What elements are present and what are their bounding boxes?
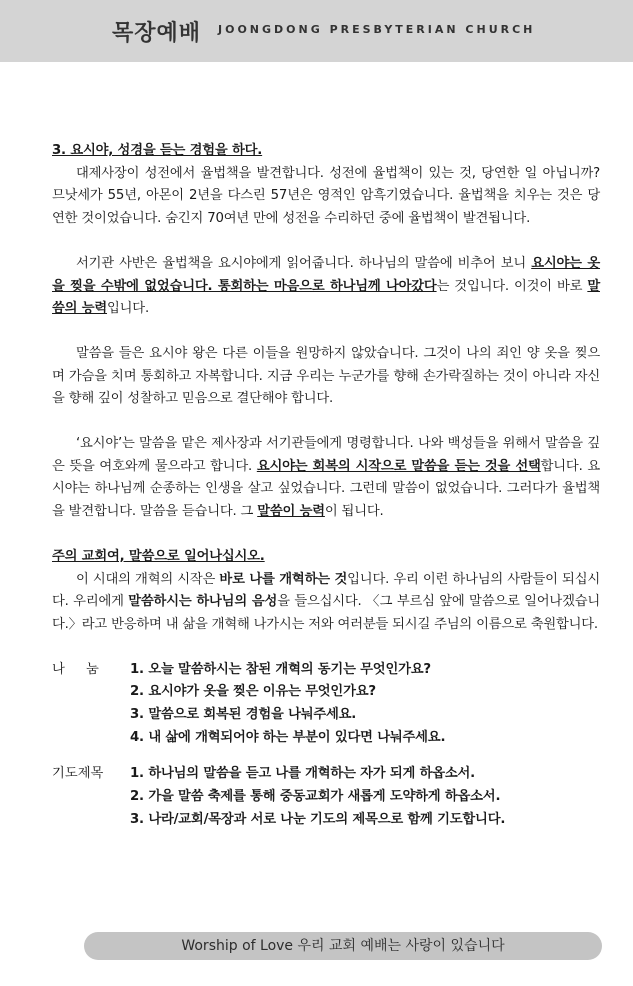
text-span: ‘요시야’는 말씀을 맡은 제사장과 서기관들에게 명령합니다. 나와 백성들을 위해서 말씀을 깊은 뜻을 여호와께 물으라고 합니다.	[52, 436, 600, 474]
prayer-item: 3. 나라/교회/목장과 서로 나눈 기도의 제목으로 함께 기도합니다.	[130, 811, 506, 827]
paragraph-3: 말씀을 들은 요시야 왕은 다른 이들을 원망하지 않았습니다. 그것이 나의 죄인 양 옷을 찢으며 가슴을 치며 통회하고 자복합니다. 지금 우리는 누군가를 향해 손가락질하는 것이 아니라 자신을 향해 깊이 성찰하고 믿음으로 결단해야 합니다.	[52, 345, 600, 407]
sharing-item: 1. 오늘 말씀하시는 참된 개혁의 동기는 무엇인가요?	[130, 661, 431, 677]
emphasis-text: 바로 나를 개혁하는 것	[219, 571, 348, 587]
text-span: 입니다. 우리 이런 하나님의 사람들이 되십시다. 우리에게	[52, 571, 600, 610]
paragraph-1: 대제사장이 성전에서 율법책을 발견합니다. 성전에 율법책이 있는 것, 당연한 일 아닙니까? 므낫세가 55년, 아몬이 2년을 다스린 57년은 영적인 암흑기였습니다. 율법책을 치우는 것은 당연한 것이었습니다. 숨긴지 70여년 만에 성전을 수리하던 중에 율법책이 발견됩니다.	[52, 165, 600, 227]
page-title: 목장예배	[112, 21, 202, 46]
prayer-item: 1. 하나님의 말씀을 듣고 나를 개혁하는 자가 되게 하옵소서.	[130, 766, 476, 782]
text-span: 이 시대의 개혁의 시작은	[76, 571, 220, 587]
text-span: 합니다. 요시야는 하나님께 순종하는 인생을 살고 싶었습니다. 그런데 말씀이 없었습니다. 그러다가 율법책을 발견합니다. 말씀을 듣습니다. 그	[52, 458, 600, 520]
sermon-content	[52, 140, 600, 832]
text-span: 는 것입니다. 이것이 바로	[436, 278, 588, 294]
emphasis-text: 말씀의 능력	[52, 278, 600, 317]
section-heading: 3. 요시야, 성경을 듣는 경험을 하다.	[52, 143, 263, 158]
closing-heading: 주의 교회여, 말씀으로 일어나십시오.	[52, 548, 265, 564]
emphasis-text: 요시야는 옷을 찢을 수밖에 없었습니다. 통회하는 마음으로 하나님께 나아갔다	[52, 255, 601, 294]
footer-banner: Worship of Love 우리 교회 예배는 사랑이 있습니다	[84, 932, 602, 960]
paragraph-2	[52, 253, 600, 321]
sharing-label: 나 눔	[52, 661, 99, 677]
text-span: 서기관 사반은 율법책을 요시야에게 읽어줍니다. 하나님의 말씀에 비추어 보니	[76, 255, 532, 271]
paragraph-4	[52, 433, 600, 524]
sharing-item: 3. 말씀으로 회복된 경험을 나눠주세요.	[130, 707, 357, 723]
sharing-item: 4. 내 삶에 개혁되어야 하는 부분이 있다면 나눠주세요.	[130, 729, 446, 745]
prayer-requests	[52, 763, 600, 831]
emphasis-text: 말씀이 능력	[257, 504, 325, 520]
text-span: 입니다.	[107, 301, 149, 317]
closing-paragraph	[52, 569, 600, 637]
text-span: 을 들으십시다. 〈그 부르심 앞에 말씀으로 일어나겠습니다.〉라고 반응하며 내 삶을 개혁해 나가시는 저와 여러분들 되시길 주님의 이름으로 축원합니다.	[52, 594, 601, 632]
sharing-questions	[52, 659, 600, 750]
prayer-label: 기도제목	[52, 766, 104, 782]
emphasis-text: 요시야는 회복의 시작으로 말씀을 듣는 것을 선택	[256, 458, 541, 474]
emphasis-text: 말씀하시는 하나님의 음성	[128, 594, 278, 610]
sharing-item: 2. 요시야가 옷을 찢은 이유는 무엇인가요?	[130, 684, 376, 700]
header-banner	[0, 0, 633, 62]
text-span: 이 됩니다.	[324, 504, 384, 520]
prayer-item: 2. 가을 말씀 축제를 통해 중동교회가 새롭게 도약하게 하옵소서.	[130, 789, 501, 805]
church-name: JOONGDONG PRESBYTERIAN CHURCH	[218, 23, 536, 36]
